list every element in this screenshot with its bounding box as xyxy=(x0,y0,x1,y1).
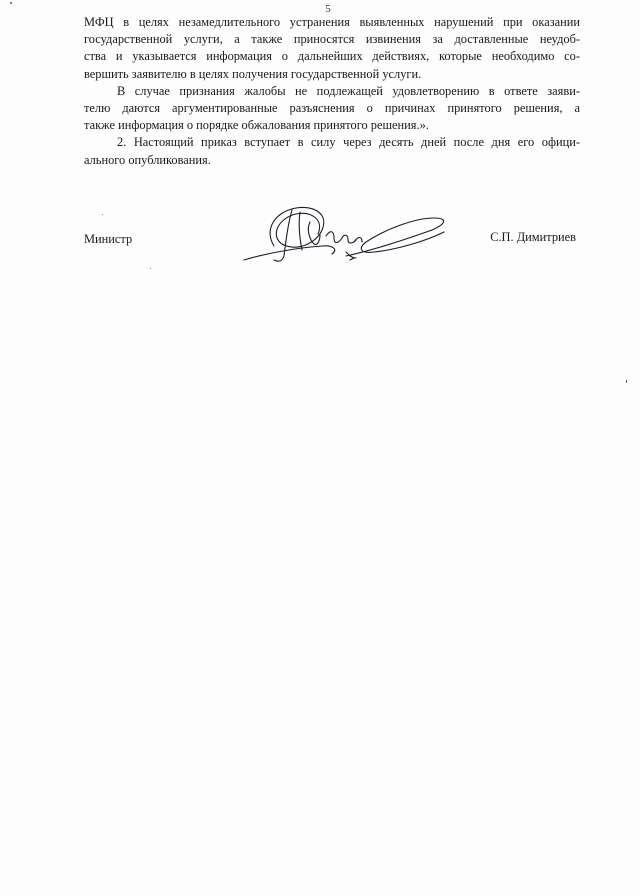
paragraph-complaint-rejected xyxy=(84,83,580,135)
text-line: В случае признания жалобы не подлежащей удовлетворению в ответе заяви- xyxy=(117,83,580,98)
scan-speck xyxy=(626,380,627,383)
text-line: государственной услуги, а также приносятся извинения за доставленные неудоб- xyxy=(84,32,580,47)
text-line: вершить заявителю в целях получения государственной услуги. xyxy=(84,66,422,81)
paragraph-effective-date xyxy=(84,134,580,168)
signature-block xyxy=(84,200,580,270)
page-number: 5 xyxy=(325,3,331,15)
text-line: телю даются аргументированные разъяснения о причинах принятого решения, а xyxy=(84,101,580,116)
handwritten-signature xyxy=(234,200,449,268)
text-line: ального опубликования. xyxy=(84,152,211,167)
paragraph-complaint-satisfied xyxy=(84,14,580,83)
text-line: МФЦ в целях незамедлительного устранения выявленных нарушений при оказании xyxy=(84,15,580,29)
text-line: 2. Настоящий приказ вступает в силу через десять дней после дня его офици- xyxy=(117,135,580,150)
signatory-name: С.П. Димитриев xyxy=(490,230,576,244)
signatory-role: Министр xyxy=(84,232,133,246)
document-body xyxy=(84,14,580,169)
text-line: также информация о порядке обжалования принятого решения.». xyxy=(84,118,429,133)
text-line: ства и указывается информация о дальнейших действиях, которые необходимо со- xyxy=(84,49,580,64)
